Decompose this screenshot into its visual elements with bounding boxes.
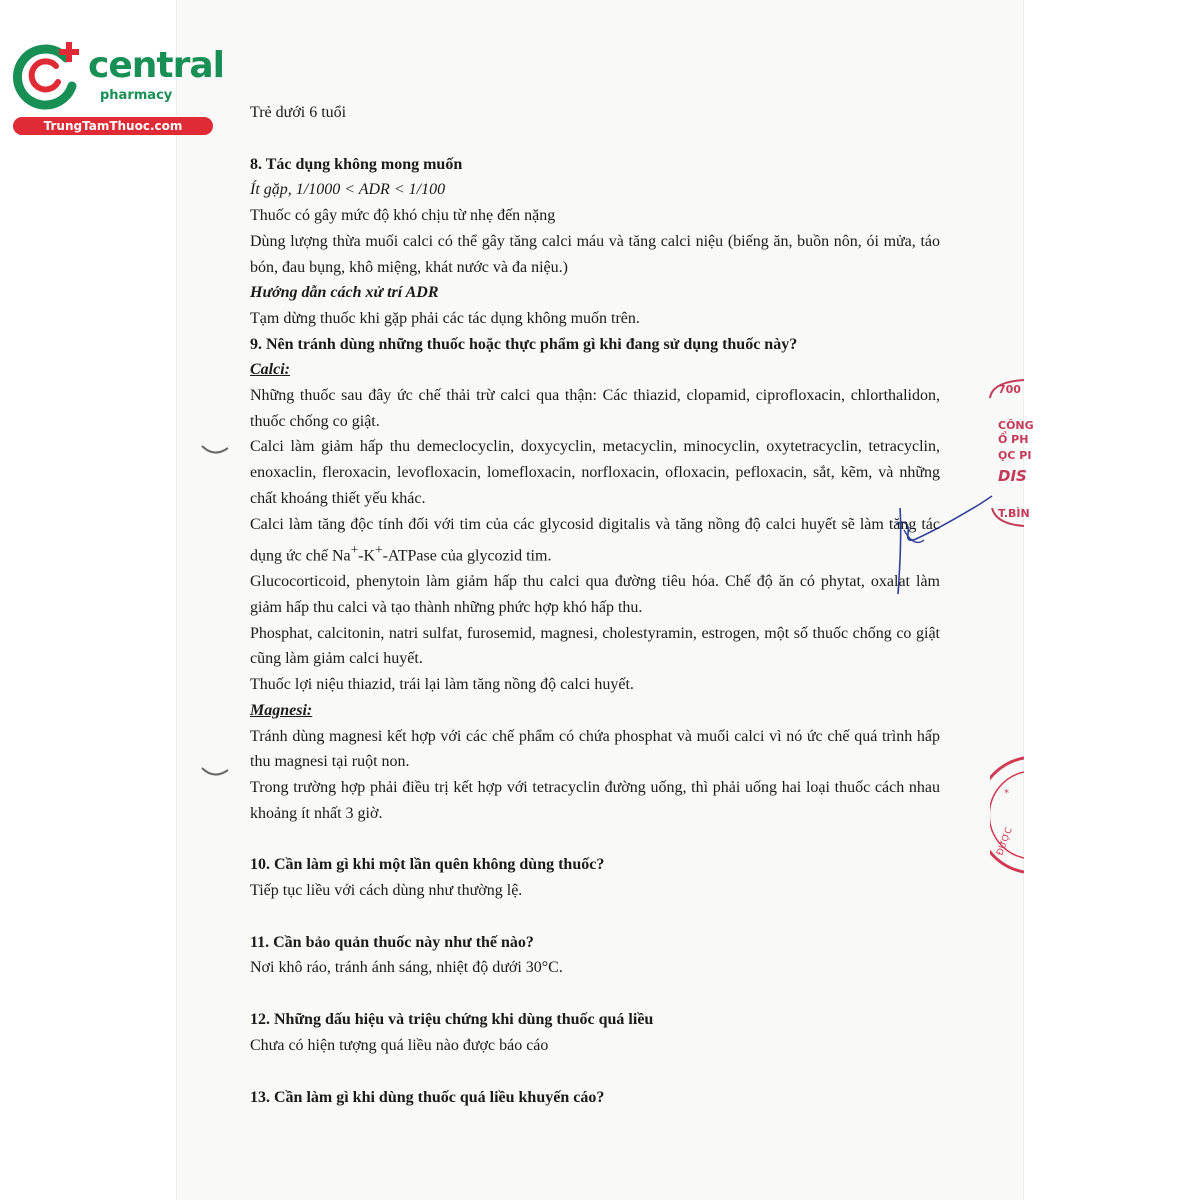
round-seal-partial bbox=[990, 756, 1024, 874]
section-8-paragraph: Thuốc có gây mức độ khó chịu từ nhẹ đến nặng bbox=[250, 207, 556, 225]
calci-p3-text: -K bbox=[358, 547, 376, 565]
calci-p3-text: -ATPase của glycozid tim. bbox=[382, 547, 552, 565]
document-body bbox=[250, 100, 940, 1110]
punch-hole-mark-icon bbox=[200, 762, 230, 782]
magnesi-paragraph: Tránh dùng magnesi kết hợp với các chế phẩm có chứa phosphat và muối calci vì nó ức chế quá trình hấp thu magnesi tại ruột non. bbox=[250, 727, 940, 771]
superscript-plus: + bbox=[375, 542, 383, 558]
stamp-text-line: DIS bbox=[998, 467, 1027, 485]
stamp-text-line: Ổ PH bbox=[998, 433, 1029, 446]
magnesi-subheading: Magnesi: bbox=[250, 701, 313, 719]
stamp-text-line: 700 bbox=[998, 383, 1021, 396]
adr-frequency: Ít gặp, 1/1000 < ADR < 1/100 bbox=[250, 181, 446, 199]
section-12-text: Chưa có hiện tượng quá liều nào được báo cáo bbox=[250, 1036, 549, 1054]
calci-paragraph: Glucocorticoid, phenytoin làm giảm hấp thu calci qua đường tiêu hóa. Chế độ ăn có phytat, oxalat làm giảm hấp thu calci và tạo thành những phức hợp khó hấp thu. bbox=[250, 573, 940, 616]
seal-text: ĐƯỢC bbox=[995, 826, 1015, 858]
central-pharmacy-logo[interactable] bbox=[10, 38, 225, 138]
calci-paragraph: Thuốc lợi niệu thiazid, trái lại làm tăng nồng độ calci huyết. bbox=[250, 676, 634, 694]
calci-p3-text: Calci làm tăng độc tính đối với tim của các glycosid digitalis và tăng nồng độ calci huyết sẽ làm tăng tác dụng ức chế Na bbox=[250, 515, 940, 565]
calci-paragraph bbox=[250, 512, 940, 570]
stamp-text-line: ỌC PI bbox=[998, 449, 1032, 462]
stamp-text-line: CÔNG bbox=[998, 419, 1034, 432]
logo-website-link[interactable]: TrungTamThuoc.com bbox=[13, 117, 213, 135]
section-10-heading: 10. Cần làm gì khi một lần quên không dùng thuốc? bbox=[250, 856, 605, 874]
stamp-text-line: T.BÌN bbox=[998, 507, 1030, 520]
section-8-heading: 8. Tác dụng không mong muốn bbox=[250, 155, 463, 173]
adr-handling-heading: Hướng dẫn cách xử trí ADR bbox=[250, 284, 439, 302]
punch-hole-mark-icon bbox=[200, 440, 230, 460]
calci-subheading: Calci: bbox=[250, 361, 290, 379]
section-13-heading: 13. Cần làm gì khi dùng thuốc quá liều khuyến cáo? bbox=[250, 1088, 605, 1106]
adr-handling-text: Tạm dừng thuốc khi gặp phải các tác dụng không muốn trên. bbox=[250, 309, 640, 327]
svg-text:*: * bbox=[1004, 788, 1009, 799]
logo-brand-name: central bbox=[88, 45, 224, 86]
calci-paragraph: Calci làm giảm hấp thu demeclocyclin, doxycyclin, metacyclin, minocyclin, oxytetracyclin, tetracyclin, enoxaclin, fleroxacin, levofloxacin, lomefloxacin, norfloxacin, ofloxacin, pefloxacin, sắt, kẽm, và những chất khoáng thiết yếu khác. bbox=[250, 438, 940, 507]
section-12-heading: 12. Những dấu hiệu và triệu chứng khi dùng thuốc quá liều bbox=[250, 1011, 654, 1029]
calci-paragraph: Những thuốc sau đây ức chế thải trừ calci qua thận: Các thiazid, clopamid, ciprofloxacin, chlorthalidon, thuốc chống co giật. bbox=[250, 387, 940, 430]
section-11-text: Nơi khô ráo, tránh ánh sáng, nhiệt độ dưới 30°C. bbox=[250, 959, 563, 977]
section-11-heading: 11. Cần bảo quản thuốc này như thế nào? bbox=[250, 933, 534, 951]
section-8-paragraph: Dùng lượng thừa muối calci có thể gây tăng calci máu và tăng calci niệu (biếng ăn, buồn nôn, ói mửa, táo bón, đau bụng, khô miệng, khát nước và đa niệu.) bbox=[250, 232, 940, 276]
calci-paragraph: Phosphat, calcitonin, natri sulfat, furosemid, magnesi, cholestyramin, estrogen, một số thuốc chống co giật cũng làm giảm calci huyết. bbox=[250, 624, 940, 668]
intro-line: Trẻ dưới 6 tuổi bbox=[250, 104, 347, 121]
magnesi-paragraph: Trong trường hợp phải điều trị kết hợp với tetracyclin đường uống, thì phải uống hai loại thuốc cách nhau khoảng ít nhất 3 giờ. bbox=[250, 778, 940, 822]
section-9-heading: 9. Nên tránh dùng những thuốc hoặc thực phẩm gì khi đang sử dụng thuốc này? bbox=[250, 335, 798, 353]
superscript-plus: + bbox=[350, 542, 359, 558]
round-seal-icon bbox=[990, 756, 1024, 874]
section-10-text: Tiếp tục liều với cách dùng như thường lệ. bbox=[250, 882, 523, 900]
logo-subtitle: pharmacy bbox=[100, 88, 173, 103]
pharmacy-cross-logo-icon bbox=[10, 38, 90, 110]
